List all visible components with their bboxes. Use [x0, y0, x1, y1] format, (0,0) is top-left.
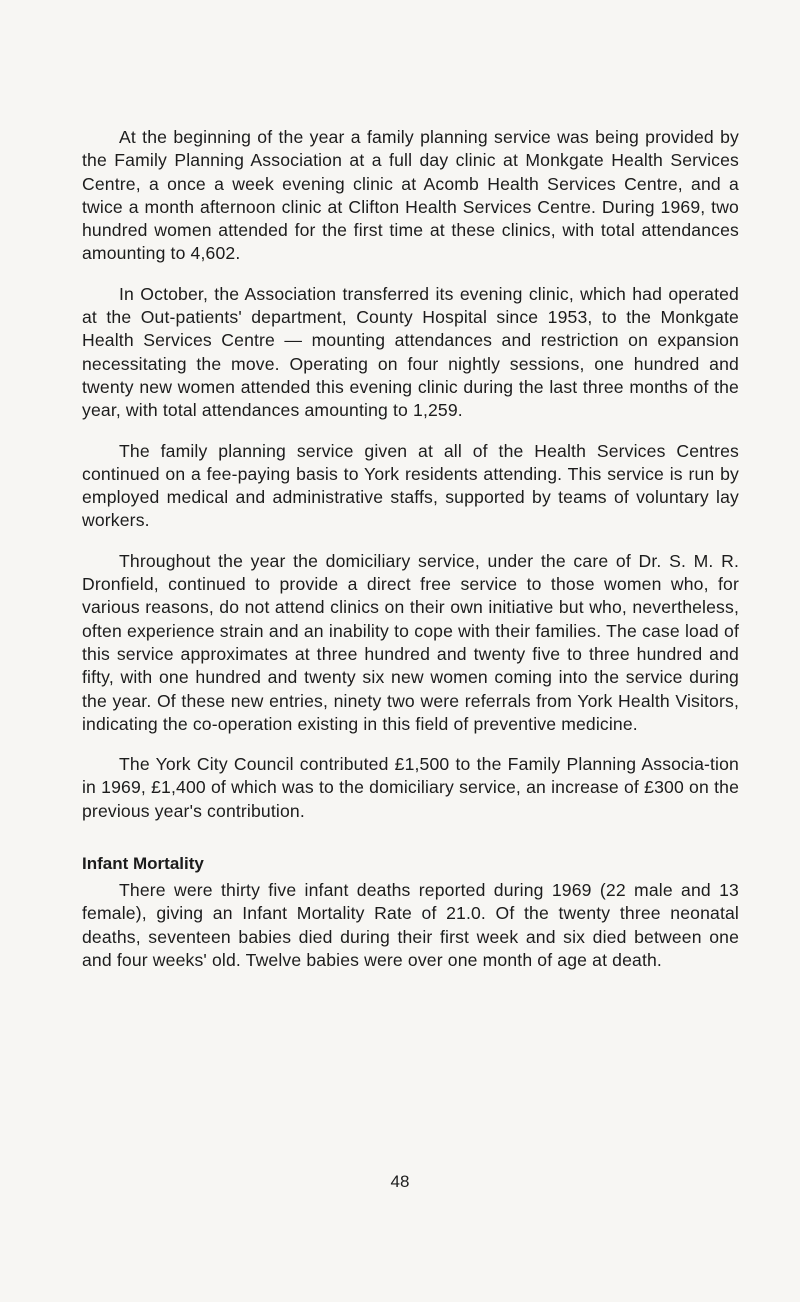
paragraph-fee-paying-service: The family planning service given at all of the Health Services Centres continued on a fee-paying basis to York residents attending. This service is run by employed medical and administrative staffs, supported by teams of voluntary lay workers. [82, 440, 739, 531]
page-number: 48 [390, 1172, 410, 1191]
paragraph-council-contribution: The York City Council contributed £1,500 to the Family Planning Associa-tion in 1969, £1,400 of which was to the domiciliary service, an increase of £300 on the previous year's contribution. [82, 754, 739, 821]
paragraph-infant-mortality: There were thirty five infant deaths reported during 1969 (22 male and 13 female), giving an Infant Mortality Rate of 21.0. Of the twenty three neonatal deaths, seventeen babies died during their first week and six died between one and four weeks' old. Twelve babies were over one month of age at death. [82, 880, 739, 970]
paragraph-evening-clinic-transfer: In October, the Association transferred its evening clinic, which had operated at the Out-patients' department, County Hospital since 1953, to the Monkgate Health Services Centre — mounting attendances and restriction on expansion necessitating the move. Operating on four nightly sessions, one hundred and twenty new women attended this evening clinic during the last three months of the year, with total attendances amounting to 1,259. [82, 283, 739, 421]
paragraph-fpa-clinics: At the beginning of the year a family planning service was being provided by the Family Planning Association at a full day clinic at Monkgate Health Services Centre, a once a week evening clinic at Acomb Health Services Centre, and a twice a month afternoon clinic at Clifton Health Services Centre. During 1969, two hundred women attended for the first time at these clinics, with total attendances amounting to 4,602. [82, 127, 739, 264]
paragraph-domiciliary-service: Throughout the year the domiciliary service, under the care of Dr. S. M. R. Dronfield, continued to provide a direct free service to those women who, for various reasons, do not attend clinics on their own initiative but who, nevertheless, often experience strain and an inability to cope with their families. The case load of this service approximates at three hundred and twenty five to three hundred and fifty, with one hundred and twenty six new women coming into the service during the year. Of these new entries, ninety two were referrals from York Health Visitors, indicating the co-operation existing in this field of preventive medicine. [82, 550, 739, 734]
section-heading-infant-mortality: Infant Mortality [82, 854, 204, 874]
document-body [82, 126, 739, 989]
